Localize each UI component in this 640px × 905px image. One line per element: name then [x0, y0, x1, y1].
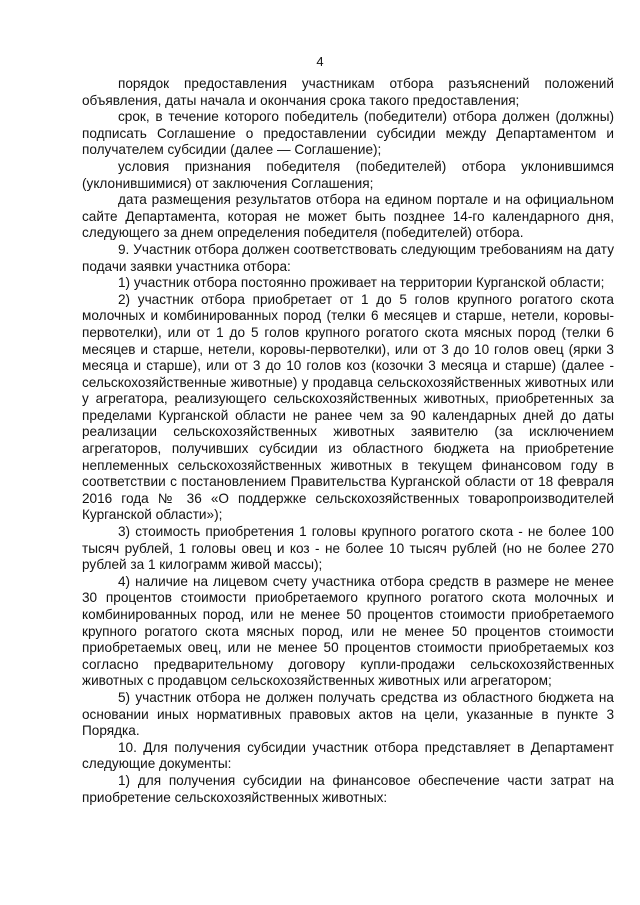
- paragraph: 9. Участник отбора должен соответствовать следующим требованиям на дату подачи заявки участника отбора:: [82, 241, 614, 274]
- paragraph: 1) для получения субсидии на финансовое обеспечение части затрат на приобретение сельскохозяйственных животных:: [82, 772, 614, 805]
- paragraph: 10. Для получения субсидии участник отбора представляет в Департамент следующие документы:: [82, 739, 614, 772]
- page-number: 4: [316, 54, 324, 69]
- paragraph: условия признания победителя (победителей) отбора уклонившимся (уклонившимися) от заключения Соглашения;: [82, 158, 614, 191]
- paragraph: срок, в течение которого победитель (победители) отбора должен (должны) подписать Соглашение о предоставлении субсидии между Департаментом и получателем субсидии (далее — Соглашение);: [82, 109, 614, 158]
- paragraph: 2) участник отбора приобретает от 1 до 5 голов крупного рогатого скота молочных и комбинированных пород (телки 6 месяцев и старше, нетели, коровы-первотелки), или от 1 до 5 голов крупного рогатого скота мясных пород (телки 6 месяцев и старше, нетели, коровы-первотелки), или от 3 до 10 голов овец (ярки 3 месяца и старше), или от 3 до 10 голов коз (козочки 3 месяца и старше) (далее - сельскохозяйственные животные) у продавца сельскохозяйственных животных или у агрегатора, реализующего сельскохозяйственных животных, приобретенных за пределами Курганской области не ранее чем за 90 календарных дней до даты реализации сельскохозяйственных животных заявителю (за исключением агрегаторов, получивших субсидии из областного бюджета на приобретение неплеменных сельскохозяйственных животных в текущем финансовом году в соответствии с постановлением Правительства Курганской области от 18 февраля 2016 года № 36 «О поддержке сельскохозяйственных товаропроизводителей Курганской области»);: [82, 291, 614, 523]
- paragraph: порядок предоставления участникам отбора разъяснений положений объявления, даты начала и окончания срока такого предоставления;: [82, 76, 614, 108]
- paragraph: 4) наличие на лицевом счету участника отбора средств в размере не менее 30 процентов стоимости приобретаемого крупного рогатого скота молочных и комбинированных пород, или не менее 50 процентов стоимости приобретаемого крупного рогатого скота мясных пород, или не менее 50 процентов стоимости приобретаемых овец, или не менее 50 процентов стоимости приобретаемых коз согласно предварительному договору купли-продажи сельскохозяйственных животных с продавцом сельскохозяйственных животных или агрегатором;: [82, 573, 614, 689]
- document-body: [82, 76, 614, 806]
- paragraph: 3) стоимость приобретения 1 головы крупного рогатого скота - не более 100 тысяч рублей, 1 головы овец и коз - не более 10 тысяч рублей (но не более 270 рублей за 1 килограмм живой массы);: [82, 524, 614, 573]
- paragraph: 1) участник отбора постоянно проживает на территории Курганской области;: [118, 275, 605, 291]
- paragraph: 5) участник отбора не должен получать средства из областного бюджета на основании иных нормативных правовых актов на цели, указанные в пункте 3 Порядка.: [82, 689, 614, 739]
- paragraph: дата размещения результатов отбора на едином портале и на официальном сайте Департамента, которая не может быть позднее 14-го календарного дня, следующего за днем определения победителя (победителей) отбора.: [82, 192, 614, 241]
